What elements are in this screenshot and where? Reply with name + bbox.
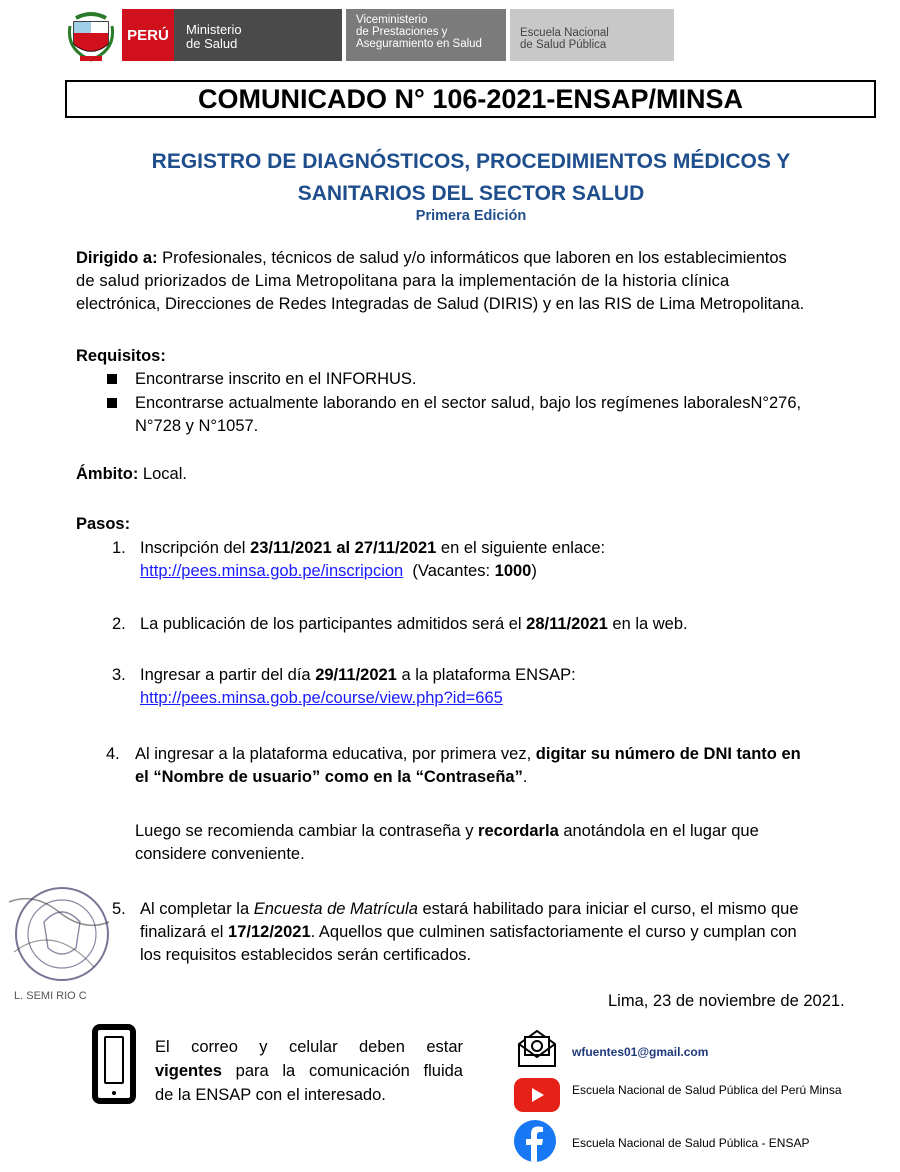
ministerio-line2: de Salud — [186, 36, 238, 51]
ministerio-line1: Ministerio — [186, 22, 242, 37]
requisito-item-2-line1: Encontrarse actualmente laborando en el sector salud, bajo los regímenes laboralesN°276, — [135, 394, 802, 412]
ambito-line — [76, 463, 187, 486]
paso-5-text4: . Aquellos que culminen satisfactoriamente el curso y cumplan con — [310, 923, 797, 941]
peru-label: PERÚ — [127, 26, 169, 44]
paso-3-text2: a la plataforma ENSAP: — [396, 666, 576, 684]
paso-4-bold2: el “Nombre de usuario” como en la “Contraseña” — [135, 768, 523, 786]
contact-note-line1: El correo y celular deben estar — [155, 1038, 463, 1056]
ambito-label: Ámbito: — [76, 465, 139, 483]
paso-2-text: La publicación de los participantes admitidos será el — [140, 615, 527, 633]
requisito-item-1: Encontrarse inscrito en el INFORHUS. — [135, 370, 417, 388]
vice-line1: Viceministerio — [356, 14, 428, 26]
dirigido-line2: de salud priorizados de Lima Metropolitana para la implementación de la historia clínica — [76, 272, 730, 290]
paso-5-italic: Encuesta de Matrícula — [253, 900, 418, 918]
paso-2-date: 28/11/2021 — [526, 615, 608, 633]
stamp-text: L. SEMI RIO C — [14, 990, 87, 1002]
paso-4 — [135, 743, 865, 789]
vice-line2: de Prestaciones y — [356, 26, 448, 38]
escuela-line2: de Salud Pública — [520, 39, 607, 51]
paso-4-note-line2: considere conveniente. — [135, 845, 305, 863]
paso-4-number: 4. — [106, 745, 120, 763]
paso-5-date: 17/12/2021 — [228, 923, 311, 941]
dirigido-paragraph — [76, 247, 862, 316]
email-icon — [516, 1027, 558, 1074]
document-title: COMUNICADO N° 106-2021-ENSAP/MINSA — [65, 80, 876, 118]
paso-1 — [140, 537, 860, 583]
bullet-icon — [107, 374, 117, 384]
contact-note-line3: de la ENSAP con el interesado. — [155, 1086, 386, 1104]
requisito-item-2 — [135, 392, 865, 438]
facebook-icon — [514, 1120, 556, 1162]
inscripcion-link[interactable]: http://pees.minsa.gob.pe/inscripcion — [140, 562, 404, 580]
vacantes-value: 1000 — [494, 562, 532, 580]
paso-2-text2: en la web. — [607, 615, 688, 633]
coat-of-arms-icon — [66, 10, 116, 64]
dirigido-label: Dirigido a: — [76, 249, 158, 267]
paso-2-number: 2. — [112, 615, 126, 633]
paso-1-text2: en el siguiente enlace: — [436, 539, 606, 557]
paso-4-period: . — [522, 768, 528, 786]
contact-note — [155, 1035, 463, 1107]
heading-line2: SANITARIOS DEL SECTOR SALUD — [297, 182, 645, 205]
paso-3-text: Ingresar a partir del día — [140, 666, 316, 684]
paso-1-text: Inscripción del — [140, 539, 251, 557]
paso-5-text: Al completar la — [140, 900, 254, 918]
paso-4-bold: digitar su número de DNI tanto en — [535, 745, 801, 763]
email-link[interactable]: wfuentes01@gmail.com — [572, 1045, 709, 1059]
paso-5-text5: los requisitos establecidos serán certificados. — [140, 946, 472, 964]
contact-note-line2: para la comunicación fluida — [221, 1062, 463, 1080]
dirigido-text1: Profesionales, técnicos de salud y/o informáticos que laboren en los establecimientos — [157, 249, 787, 267]
contact-note-bold: vigentes — [155, 1062, 222, 1080]
requisito-item-2-line2: N°728 y N°1057. — [135, 417, 259, 435]
subheading: Primera Edición — [415, 208, 527, 224]
dirigido-line3: electrónica, Direcciones de Redes Integradas de Salud (DIRIS) y en las RIS de Lima Metropolitana. — [76, 295, 805, 313]
course-link[interactable]: http://pees.minsa.gob.pe/course/view.php?id=665 — [140, 689, 503, 707]
viceministerio-label — [346, 9, 506, 61]
mobile-phone-icon — [92, 1024, 136, 1104]
paso-4-text: Al ingresar a la plataforma educativa, por primera vez, — [135, 745, 536, 763]
escuela-line1: Escuela Nacional — [520, 27, 609, 39]
paso-3-number: 3. — [112, 666, 126, 684]
youtube-link[interactable]: Escuela Nacional de Salud Pública del Perú Minsa — [572, 1083, 842, 1097]
paso-2 — [140, 613, 688, 636]
official-stamp — [4, 882, 114, 1006]
paso-4-note-text: Luego se recomienda cambiar la contraseña y — [135, 822, 479, 840]
vacantes-label: (Vacantes: — [403, 562, 495, 580]
paso-5-number: 5. — [112, 900, 126, 918]
bullet-icon — [107, 398, 117, 408]
heading-line1: REGISTRO DE DIAGNÓSTICOS, PROCEDIMIENTOS MÉDICOS Y — [151, 150, 791, 173]
ministerio-label — [174, 9, 342, 61]
paso-1-dates: 23/11/2021 al 27/11/2021 — [250, 539, 437, 557]
paso-5 — [140, 898, 868, 967]
paso-4-note-text2: anotándola en el lugar que — [558, 822, 759, 840]
paso-3 — [140, 664, 576, 710]
escuela-label — [510, 9, 674, 61]
vice-line3: Aseguramiento en Salud — [356, 38, 482, 50]
paso-5-text3: finalizará el — [140, 923, 229, 941]
pasos-label: Pasos: — [76, 515, 131, 533]
paso-1-number: 1. — [112, 539, 126, 557]
youtube-icon — [514, 1078, 560, 1112]
paso-5-text2: estará habilitado para iniciar el curso, el mismo que — [417, 900, 799, 918]
facebook-link[interactable]: Escuela Nacional de Salud Pública - ENSAP — [572, 1136, 810, 1150]
paso-3-date: 29/11/2021 — [315, 666, 397, 684]
requisitos-label: Requisitos: — [76, 347, 166, 365]
ministerio-logo — [122, 9, 342, 61]
vacantes-close: ) — [531, 562, 537, 580]
main-heading — [76, 146, 866, 210]
paso-4-note — [135, 820, 865, 866]
ambito-value: Local. — [138, 465, 187, 483]
document-date: Lima, 23 de noviembre de 2021. — [608, 992, 845, 1010]
paso-4-note-bold: recordarla — [478, 822, 559, 840]
dirigido-line1 — [76, 247, 862, 270]
